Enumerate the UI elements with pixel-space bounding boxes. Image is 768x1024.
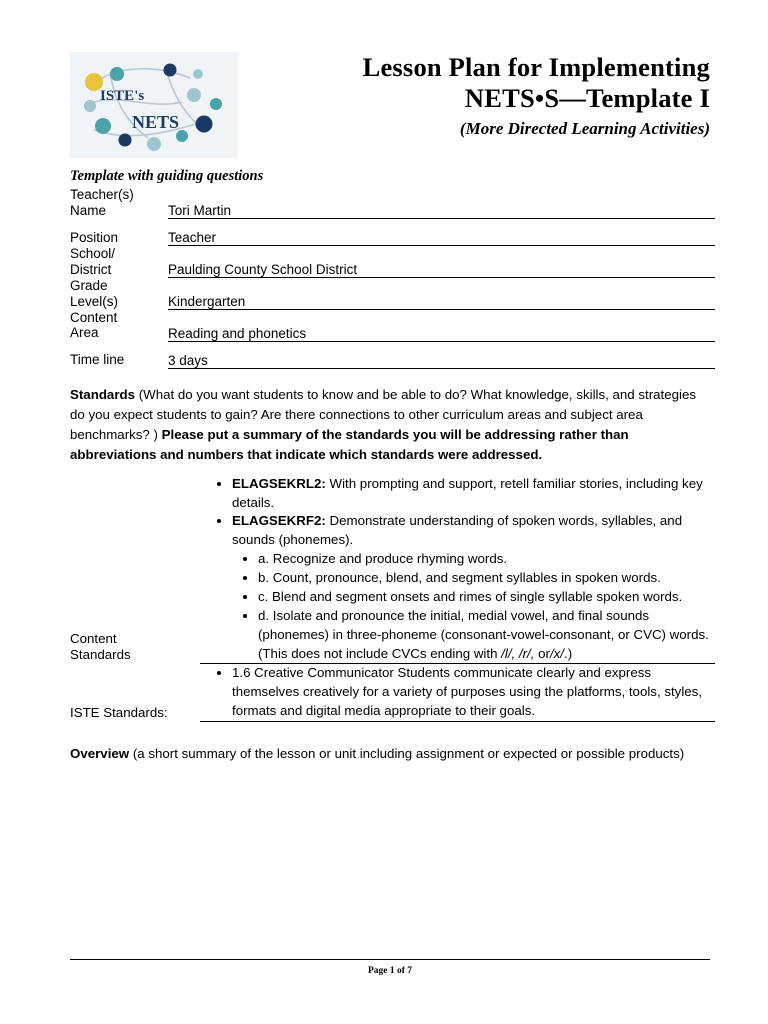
field-label-content-area: Content Area xyxy=(70,309,118,341)
standard-code: ELAGSEKRL2: xyxy=(232,475,326,491)
svg-text:ISTE's: ISTE's xyxy=(100,88,145,104)
svg-text:NETS: NETS xyxy=(132,112,180,132)
list-item: • a. Recognize and produce rhyming words. xyxy=(258,550,715,569)
title-block xyxy=(238,52,710,139)
document-title-line2: NETS•S—Template I xyxy=(464,83,710,114)
standards-heading: Standards xyxy=(70,386,136,402)
field-value-time-line[interactable]: 3 days xyxy=(168,341,715,368)
standards-table xyxy=(70,475,715,722)
standards-prompt-text: (What do you want students to know and be able to do? What knowledge, skills, and strategies do you expect students to gain? Are there connections to other curriculum areas and subject area benchmarks? ) xyxy=(70,386,697,442)
field-value-school-district[interactable]: Paulding County School District xyxy=(168,246,715,278)
page-number: Page 1 of 7 xyxy=(367,966,413,976)
iste-standards-label: ISTE Standards: xyxy=(70,704,168,720)
iste-standards-value[interactable] xyxy=(200,664,715,722)
table-row xyxy=(70,187,715,219)
document-subtitle: (More Directed Learning Activities) xyxy=(459,118,710,138)
list-item: • c. Blend and segment onsets and rimes of single syllable spoken words. xyxy=(258,588,715,607)
field-value-position[interactable]: Teacher xyxy=(168,219,715,246)
standards-prompt-bold: Please put a summary of the standards you will be addressing rather than abbreviations and numbers that indicate which standards were addressed. xyxy=(70,426,629,462)
field-value-teacher-name[interactable]: Tori Martin xyxy=(168,187,715,219)
table-row xyxy=(70,664,715,722)
field-label-school-district: School/ District xyxy=(70,245,116,277)
table-row xyxy=(70,246,715,278)
field-label-time-line: Time line xyxy=(70,352,125,368)
iste-standards-list xyxy=(200,664,715,721)
list-item: • 1.6 Creative Communicator Students communicate clearly and express themselves creatively for a variety of purposes using the platforms, tools, styles, formats and digital media appropriate to their goals. xyxy=(232,664,715,721)
standards-prompt xyxy=(70,385,698,465)
table-row xyxy=(70,475,715,664)
standard-text: With prompting and support, retell familiar stories, including key details. xyxy=(232,475,703,510)
overview-heading: Overview xyxy=(70,746,130,761)
table-row xyxy=(70,219,715,246)
field-value-grade-level[interactable]: Kindergarten xyxy=(168,278,715,310)
standard-sublist xyxy=(232,550,715,663)
overview-prompt xyxy=(70,744,698,764)
table-row xyxy=(70,310,715,342)
content-standards-value[interactable] xyxy=(200,475,715,664)
field-label-teacher-name: Teacher(s) Name xyxy=(70,187,134,218)
standard-code: ELAGSEKRF2: xyxy=(232,513,326,529)
iste-nets-logo xyxy=(70,52,238,158)
document-title-line1: Lesson Plan for Implementing xyxy=(362,52,710,82)
list-item xyxy=(232,512,715,663)
content-standards-label: Content Standards xyxy=(70,630,131,663)
list-item xyxy=(232,475,715,513)
lesson-info-table xyxy=(70,187,715,369)
standard-text: Demonstrate understanding of spoken words, syllables, and sounds (phonemes). xyxy=(232,513,683,548)
page-footer xyxy=(70,959,710,976)
list-item: • d. Isolate and pronounce the initial, medial vowel, and final sounds (phonemes) in three-phoneme (consonant-vowel-consonant, or CVC) words. (This does not include CVCs ending with /l/, /r/, or/x/.) xyxy=(258,607,715,664)
table-row xyxy=(70,278,715,310)
field-value-content-area[interactable]: Reading and phonetics xyxy=(168,310,715,342)
field-label-position: Position xyxy=(70,229,119,245)
table-row xyxy=(70,341,715,368)
document-header xyxy=(0,0,768,158)
field-label-grade-level: Grade Level(s) xyxy=(70,277,119,309)
list-item: • b. Count, pronounce, blend, and segment syllables in spoken words. xyxy=(258,569,715,588)
overview-prompt-text: (a short summary of the lesson or unit including assignment or expected or possible products) xyxy=(129,746,685,761)
template-note: Template with guiding questions xyxy=(70,168,264,184)
content-standards-list xyxy=(200,475,715,664)
